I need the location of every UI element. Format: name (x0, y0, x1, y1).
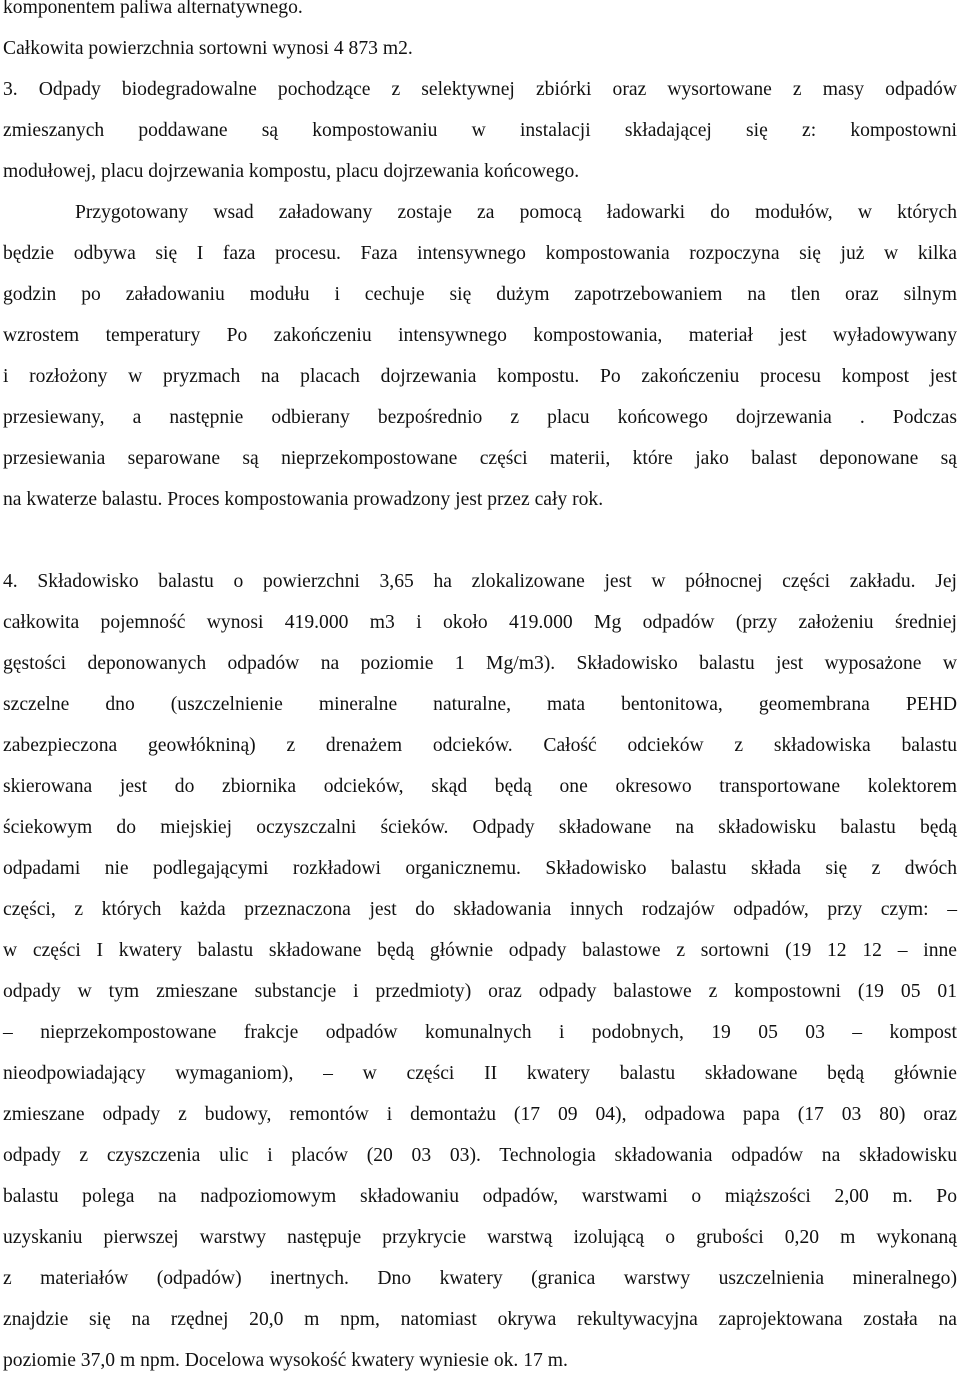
text-line: znajdzie się na rzędnej 20,0 m npm, natomiast okrywa rekultywacyjna zaprojektowana została na (3, 1309, 957, 1330)
text-line: poziomie 37,0 m npm. Docelowa wysokość kwatery wyniesie ok. 17 m. (3, 1350, 568, 1371)
text-line: na kwaterze balastu. Proces kompostowania prowadzony jest przez cały rok. (3, 489, 604, 510)
text-line: modułowej, placu dojrzewania kompostu, placu dojrzewania końcowego. (3, 161, 580, 182)
text-line: z materiałów (odpadów) inertnych. Dno kwatery (granica warstwy uszczelnienia mineralnego) (3, 1268, 957, 1289)
text-line: uzyskaniu pierwszej warstwy następuje przykrycie warstwą izolującą o grubości 0,20 m wykonaną (3, 1227, 957, 1248)
text-line: Całkowita powierzchnia sortowni wynosi 4 873 m2. (3, 38, 413, 59)
text-line: nieodpowiadający wymaganiom), – w części II kwatery balastu składowane będą głównie (3, 1063, 957, 1084)
text-line: będzie odbywa się I faza procesu. Faza intensywnego kompostowania rozpoczyna się już w kilka (3, 243, 957, 264)
text-line: przesiewania separowane są nieprzekompostowane części materii, które jako balast deponowane są (3, 448, 957, 469)
text-line: zmieszane odpady z budowy, remontów i demontażu (17 09 04), odpadowa papa (17 03 80) oraz (3, 1104, 957, 1125)
text-line: Przygotowany wsad załadowany zostaje za pomocą ładowarki do modułów, w których (75, 202, 957, 223)
text-line: wzrostem temperatury Po zakończeniu intensywnego kompostowania, materiał jest wyładowywany (3, 325, 957, 346)
text-line: 4. Składowisko balastu o powierzchni 3,65 ha zlokalizowane jest w północnej części zakładu. Jej (3, 571, 957, 592)
text-line: balastu polega na nadpoziomowym składowaniu odpadów, warstwami o miąższości 2,00 m. Po (3, 1186, 957, 1207)
text-line: skierowana jest do zbiornika odcieków, skąd będą one okresowo transportowane kolektorem (3, 776, 957, 797)
text-line: części, z których każda przeznaczona jest do składowania innych rodzajów odpadów, przy czym: – (3, 899, 957, 920)
text-line: i rozłożony w pryzmach na placach dojrzewania kompostu. Po zakończeniu procesu kompost jest (3, 366, 957, 387)
text-line: – nieprzekompostowane frakcje odpadów komunalnych i podobnych, 19 05 03 – kompost (3, 1022, 957, 1043)
text-line: w części I kwatery balastu składowane będą głównie odpady balastowe z sortowni (19 12 12 – inne (3, 940, 957, 961)
text-line: odpady w tym zmieszane substancje i przedmioty) oraz odpady balastowe z kompostowni (19 05 01 (3, 981, 957, 1002)
text-line: 3. Odpady biodegradowalne pochodzące z selektywnej zbiórki oraz wysortowane z masy odpadów (3, 79, 957, 100)
text-line: komponentem paliwa alternatywnego. (3, 0, 303, 18)
text-line: całkowita pojemność wynosi 419.000 m3 i około 419.000 Mg odpadów (przy założeniu średniej (3, 612, 957, 633)
text-line: gęstości deponowanych odpadów na poziomie 1 Mg/m3). Składowisko balastu jest wyposażone w (3, 653, 957, 674)
text-line: zmieszanych poddawane są kompostowaniu w instalacji składającej się z: kompostowni (3, 120, 957, 141)
text-line: szczelne dno (uszczelnienie mineralne naturalne, mata bentonitowa, geomembrana PEHD (3, 694, 957, 715)
text-line: odpadami nie podlegającymi rozkładowi organicznemu. Składowisko balastu składa się z dwóch (3, 858, 957, 879)
text-line: odpady z czyszczenia ulic i placów (20 03 03). Technologia składowania odpadów na składowisku (3, 1145, 957, 1166)
text-line: ściekowym do miejskiej oczyszczalni ścieków. Odpady składowane na składowisku balastu będą (3, 817, 957, 838)
text-line: godzin po załadowaniu modułu i cechuje się dużym zapotrzebowaniem na tlen oraz silnym (3, 284, 957, 305)
text-line: zabezpieczona geowłókniną) z drenażem odcieków. Całość odcieków z składowiska balastu (3, 735, 957, 756)
text-line: przesiewany, a następnie odbierany bezpośrednio z placu końcowego dojrzewania . Podczas (3, 407, 957, 428)
